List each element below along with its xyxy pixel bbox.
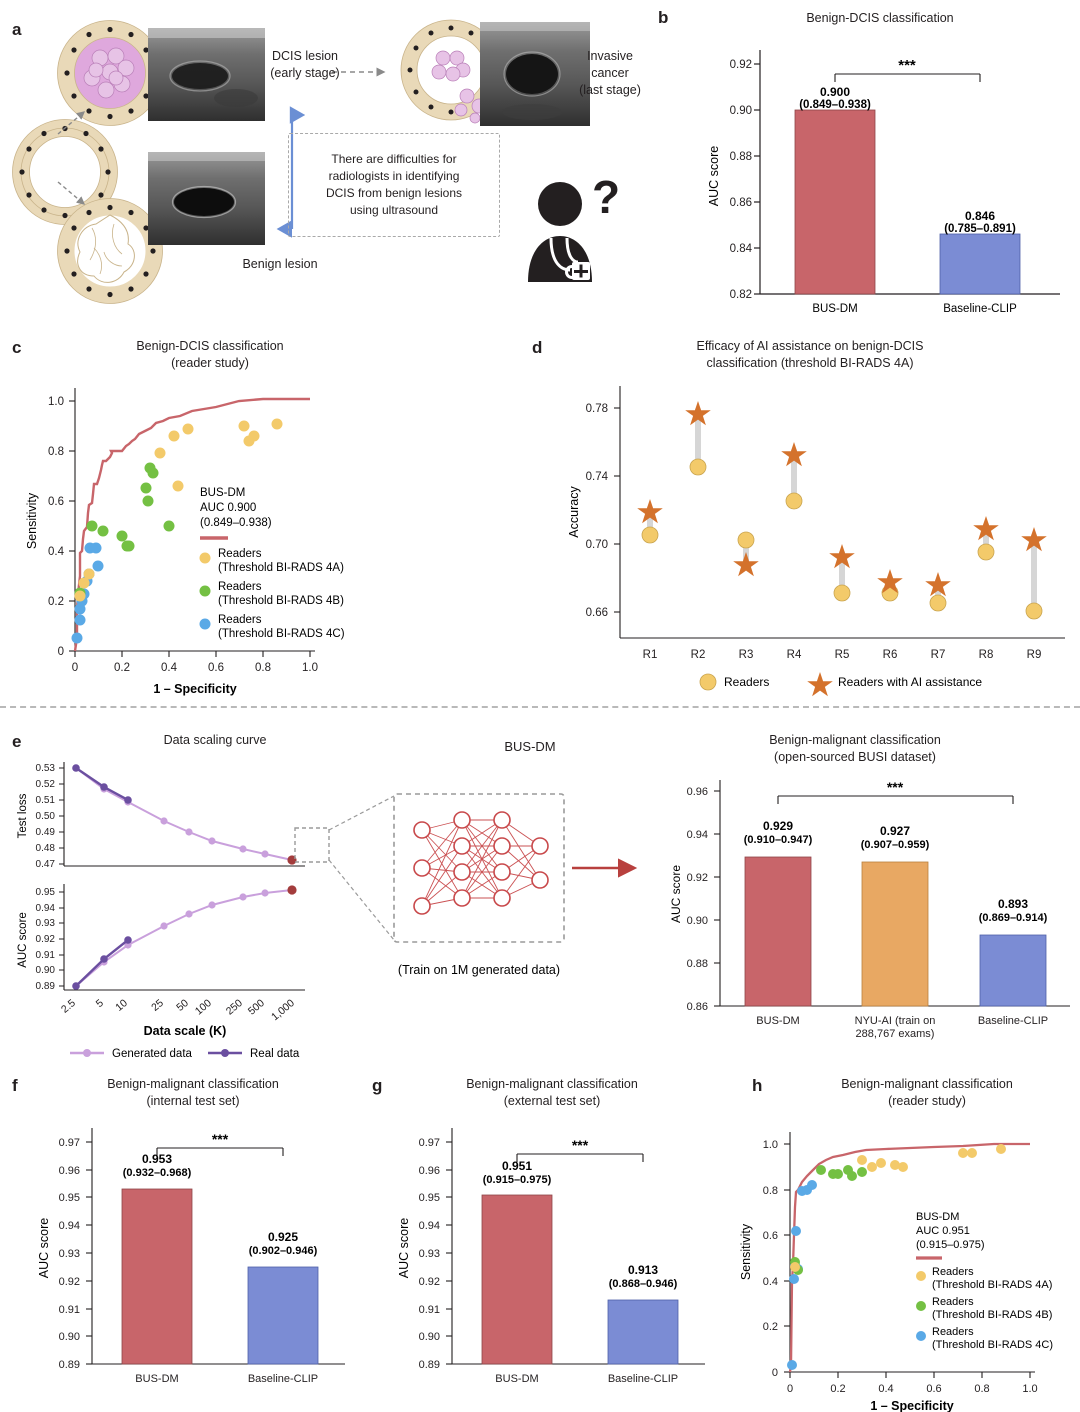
- ultrasound-invasive-image: [480, 22, 590, 126]
- svg-text:0.91: 0.91: [58, 1304, 80, 1316]
- svg-text:1 – Specificity: 1 – Specificity: [153, 682, 237, 696]
- svg-text:BUS-DM: BUS-DM: [916, 1211, 960, 1223]
- svg-text:(0.868–0.946): (0.868–0.946): [608, 1278, 678, 1290]
- svg-text:0.846: 0.846: [964, 209, 996, 223]
- panel-letter-h: h: [752, 1076, 763, 1095]
- panel-g-title: Benign-malignant classification (external test set): [466, 1077, 638, 1108]
- svg-text:(Threshold BI-RADS 4A): (Threshold BI-RADS 4A): [932, 1279, 1053, 1291]
- svg-text:0.97: 0.97: [418, 1137, 440, 1149]
- svg-text:1 – Specificity: 1 – Specificity: [870, 1399, 954, 1412]
- svg-text:AUC score: AUC score: [669, 864, 683, 924]
- svg-text:(Threshold BI-RADS 4C): (Threshold BI-RADS 4C): [932, 1339, 1054, 1351]
- svg-text:0.2: 0.2: [114, 662, 130, 674]
- panel-letter-f: f: [12, 1076, 18, 1095]
- panel-d-title: Efficacy of AI assistance on benign-DCIS classification (threshold BI-RADS 4A): [696, 339, 924, 370]
- svg-text:AUC score: AUC score: [17, 912, 29, 968]
- svg-text:BUS-DM: BUS-DM: [812, 303, 858, 315]
- svg-text:0.925: 0.925: [267, 1230, 299, 1244]
- panel-g-chart: [360, 1114, 720, 1404]
- svg-text:0.89: 0.89: [58, 1359, 80, 1371]
- panel-letter-c: c: [12, 338, 22, 357]
- svg-text:0.66: 0.66: [585, 607, 608, 619]
- svg-text:0.50: 0.50: [35, 811, 55, 822]
- svg-text:0.70: 0.70: [585, 539, 608, 551]
- panel-e-bar-chart: [640, 766, 1080, 1046]
- panel-letter-d: d: [532, 338, 543, 357]
- svg-text:Readers: Readers: [218, 614, 262, 626]
- svg-text:R4: R4: [786, 649, 802, 661]
- svg-text:R8: R8: [978, 649, 994, 661]
- svg-text:1.0: 1.0: [762, 1139, 778, 1151]
- branch-arrows: [40, 90, 110, 230]
- svg-text:(0.869–0.914): (0.869–0.914): [978, 912, 1048, 924]
- svg-text:25: 25: [149, 997, 166, 1014]
- svg-text:0.90: 0.90: [418, 1331, 440, 1343]
- svg-text:0.6: 0.6: [208, 662, 224, 674]
- label-invasive-cancer: Invasive cancer (last stage): [579, 49, 641, 97]
- svg-text:250: 250: [223, 997, 245, 1018]
- svg-text:(0.849–0.938): (0.849–0.938): [799, 99, 871, 111]
- svg-text:10: 10: [113, 997, 130, 1014]
- svg-text:0.6: 0.6: [762, 1230, 778, 1242]
- svg-text:0.4: 0.4: [878, 1383, 894, 1395]
- svg-text:0.4: 0.4: [161, 662, 177, 674]
- panel-letter-b: b: [658, 8, 669, 27]
- svg-text:0.90: 0.90: [58, 1331, 80, 1343]
- svg-text:0.95: 0.95: [418, 1192, 440, 1204]
- svg-text:***: ***: [571, 1137, 589, 1153]
- panel-c-chart: [0, 366, 520, 696]
- svg-text:0: 0: [71, 662, 79, 674]
- svg-text:0.47: 0.47: [35, 859, 55, 870]
- svg-text:Accuracy: Accuracy: [567, 486, 581, 538]
- svg-text:Sensitivity: Sensitivity: [739, 1223, 753, 1281]
- svg-text:0.94: 0.94: [686, 829, 708, 841]
- svg-text:Readers: Readers: [932, 1296, 974, 1308]
- svg-text:(0.932–0.968): (0.932–0.968): [122, 1167, 192, 1179]
- svg-text:BUS-DM: BUS-DM: [135, 1373, 179, 1385]
- svg-text:0.86: 0.86: [729, 197, 752, 209]
- svg-text:AUC score: AUC score: [397, 1217, 411, 1279]
- svg-text:***: ***: [898, 57, 916, 74]
- svg-text:0.951: 0.951: [501, 1159, 533, 1173]
- svg-text:0.92: 0.92: [35, 934, 55, 945]
- svg-text:0.96: 0.96: [418, 1165, 440, 1177]
- svg-text:NYU-AI (train on: NYU-AI (train on: [854, 1015, 936, 1027]
- panel-b-chart: [640, 26, 1080, 316]
- svg-text:(0.907–0.959): (0.907–0.959): [860, 839, 930, 851]
- svg-text:0.84: 0.84: [729, 243, 752, 255]
- svg-text:0.88: 0.88: [729, 151, 752, 163]
- panel-h-chart: [720, 1112, 1080, 1412]
- svg-text:0.92: 0.92: [686, 872, 708, 884]
- panel-f-chart: [0, 1114, 360, 1404]
- svg-text:0.89: 0.89: [418, 1359, 440, 1371]
- svg-text:0.48: 0.48: [35, 843, 55, 854]
- svg-text:0.89: 0.89: [35, 981, 55, 992]
- svg-text:0.94: 0.94: [418, 1220, 440, 1232]
- svg-text:Real data: Real data: [250, 1048, 300, 1060]
- svg-text:0.893: 0.893: [997, 897, 1029, 911]
- svg-text:0.8: 0.8: [48, 446, 64, 458]
- panel-letter-e: e: [12, 732, 22, 751]
- svg-text:1,000: 1,000: [269, 997, 297, 1024]
- svg-text:0.92: 0.92: [418, 1276, 440, 1288]
- svg-text:0.90: 0.90: [35, 965, 55, 976]
- panel-letter-g: g: [372, 1076, 383, 1095]
- svg-text:Baseline-CLIP: Baseline-CLIP: [607, 1373, 679, 1385]
- svg-text:0.94: 0.94: [35, 903, 55, 914]
- svg-text:***: ***: [886, 779, 904, 795]
- svg-text:0.90: 0.90: [729, 105, 752, 117]
- svg-text:AUC 0.900: AUC 0.900: [200, 502, 257, 514]
- svg-text:R9: R9: [1026, 649, 1042, 661]
- svg-text:0.4: 0.4: [48, 546, 64, 558]
- svg-text:0.92: 0.92: [58, 1276, 80, 1288]
- svg-text:0.88: 0.88: [686, 958, 708, 970]
- label-dcis-lesion: DCIS lesion (early stage): [270, 49, 340, 80]
- svg-text:1.0: 1.0: [1022, 1383, 1038, 1395]
- svg-text:R7: R7: [930, 649, 946, 661]
- svg-text:Readers: Readers: [218, 581, 262, 593]
- svg-text:0.2: 0.2: [762, 1321, 778, 1333]
- train-note: (Train on 1M generated data): [397, 963, 561, 977]
- svg-text:Test loss: Test loss: [17, 793, 29, 839]
- svg-text:0.53: 0.53: [35, 763, 55, 774]
- svg-text:0.929: 0.929: [762, 819, 794, 833]
- svg-text:1.0: 1.0: [48, 396, 64, 408]
- panel-h: [720, 1068, 1080, 1412]
- panel-c-title: Benign-DCIS classification (reader study): [136, 339, 284, 370]
- svg-text:0.2: 0.2: [48, 596, 64, 608]
- panel-h-title: Benign-malignant classification (reader study): [841, 1077, 1013, 1108]
- svg-text:R6: R6: [882, 649, 898, 661]
- svg-text:0.93: 0.93: [418, 1248, 440, 1260]
- svg-text:0.91: 0.91: [418, 1304, 440, 1316]
- svg-text:0.8: 0.8: [762, 1185, 778, 1197]
- svg-text:0.900: 0.900: [819, 85, 851, 99]
- svg-text:(Threshold BI-RADS 4B): (Threshold BI-RADS 4B): [218, 595, 344, 607]
- svg-text:0.90: 0.90: [686, 915, 708, 927]
- svg-text:0: 0: [57, 646, 64, 658]
- svg-text:0.96: 0.96: [686, 786, 708, 798]
- panel-f: [0, 1068, 360, 1409]
- svg-text:Baseline-CLIP: Baseline-CLIP: [247, 1373, 319, 1385]
- svg-text:0.95: 0.95: [58, 1192, 80, 1204]
- svg-text:288,767 exams): 288,767 exams): [855, 1028, 935, 1040]
- svg-text:(Threshold BI-RADS 4C): (Threshold BI-RADS 4C): [218, 628, 345, 640]
- legend-model-name: BUS-DM: [200, 487, 246, 499]
- svg-text:0.8: 0.8: [255, 662, 271, 674]
- svg-text:Baseline-CLIP: Baseline-CLIP: [977, 1015, 1049, 1027]
- svg-text:5: 5: [93, 997, 106, 1011]
- panel-g: [360, 1068, 720, 1409]
- svg-text:0.78: 0.78: [585, 403, 608, 415]
- label-benign-lesion: Benign lesion: [242, 257, 318, 271]
- question-mark: ?: [592, 171, 621, 223]
- svg-text:AUC score: AUC score: [37, 1217, 51, 1279]
- svg-text:0.52: 0.52: [35, 779, 55, 790]
- svg-text:0.2: 0.2: [830, 1383, 846, 1395]
- panel-d: [520, 322, 1080, 687]
- svg-text:100: 100: [192, 997, 214, 1018]
- panel-e-scaling-title: Data scaling curve: [163, 733, 267, 747]
- svg-text:BUS-DM: BUS-DM: [495, 1373, 539, 1385]
- svg-text:0.6: 0.6: [926, 1383, 942, 1395]
- svg-text:(0.785–0.891): (0.785–0.891): [944, 223, 1016, 235]
- ultrasound-benign-image: [148, 152, 265, 245]
- svg-text:Sensitivity: Sensitivity: [25, 492, 39, 550]
- svg-text:0.93: 0.93: [58, 1248, 80, 1260]
- svg-text:(0.902–0.946): (0.902–0.946): [248, 1245, 318, 1257]
- svg-text:2.5: 2.5: [59, 997, 78, 1016]
- svg-text:0.51: 0.51: [35, 795, 55, 806]
- svg-text:AUC score: AUC score: [707, 145, 721, 207]
- svg-text:0.953: 0.953: [141, 1152, 173, 1166]
- svg-text:***: ***: [211, 1131, 229, 1147]
- svg-text:(Threshold BI-RADS 4B): (Threshold BI-RADS 4B): [932, 1309, 1053, 1321]
- svg-text:Readers: Readers: [724, 675, 770, 689]
- svg-text:R5: R5: [834, 649, 850, 661]
- panel-letter-a: a: [12, 20, 22, 39]
- svg-text:R2: R2: [690, 649, 706, 661]
- svg-text:Readers: Readers: [932, 1266, 974, 1278]
- svg-text:50: 50: [174, 997, 191, 1014]
- svg-text:0.93: 0.93: [35, 918, 55, 929]
- panel-b: [640, 0, 1080, 318]
- svg-text:0.95: 0.95: [35, 887, 55, 898]
- svg-text:Data scale (K): Data scale (K): [143, 1024, 227, 1038]
- svg-text:R1: R1: [642, 649, 658, 661]
- svg-text:Generated data: Generated data: [112, 1048, 192, 1060]
- svg-text:(0.915–0.975): (0.915–0.975): [916, 1239, 985, 1251]
- svg-text:0.4: 0.4: [762, 1276, 778, 1288]
- svg-text:0: 0: [786, 1383, 794, 1395]
- svg-text:0.94: 0.94: [58, 1220, 80, 1232]
- svg-text:0.927: 0.927: [879, 824, 911, 838]
- svg-text:0.82: 0.82: [729, 289, 752, 301]
- svg-text:R3: R3: [738, 649, 754, 661]
- svg-text:0: 0: [771, 1367, 778, 1379]
- svg-text:(Threshold BI-RADS 4A): (Threshold BI-RADS 4A): [218, 562, 344, 574]
- svg-text:0.8: 0.8: [974, 1383, 990, 1395]
- svg-text:0.86: 0.86: [686, 1001, 708, 1013]
- svg-text:Readers with AI assistance: Readers with AI assistance: [838, 675, 983, 689]
- section-divider: [0, 706, 1080, 708]
- svg-text:0.97: 0.97: [58, 1137, 80, 1149]
- panel-c: [0, 322, 520, 696]
- svg-text:0.49: 0.49: [35, 827, 55, 838]
- svg-text:(0.915–0.975): (0.915–0.975): [482, 1174, 552, 1186]
- panel-d-chart: [520, 366, 1080, 689]
- svg-text:AUC 0.951: AUC 0.951: [916, 1225, 970, 1237]
- panel-a: [0, 0, 640, 310]
- svg-text:0.913: 0.913: [627, 1263, 659, 1277]
- svg-text:(0.849–0.938): (0.849–0.938): [200, 517, 272, 529]
- panel-e-bar-title: Benign-malignant classification (open-sourced BUSI dataset): [769, 733, 941, 764]
- svg-text:(0.910–0.947): (0.910–0.947): [743, 834, 813, 846]
- svg-text:1.0: 1.0: [302, 662, 318, 674]
- difficulty-note-box: There are difficulties for radiologists in identifying DCIS from benign lesions using ultrasound: [288, 133, 500, 237]
- svg-text:Readers: Readers: [218, 548, 262, 560]
- svg-text:0.6: 0.6: [48, 496, 64, 508]
- svg-text:BUS-DM: BUS-DM: [756, 1015, 800, 1027]
- svg-text:0.91: 0.91: [35, 950, 55, 961]
- panel-b-title: Benign-DCIS classification: [806, 11, 954, 25]
- svg-text:500: 500: [245, 997, 267, 1018]
- model-architecture-diagram: [290, 788, 640, 1008]
- svg-text:Baseline-CLIP: Baseline-CLIP: [943, 303, 1017, 315]
- svg-text:0.74: 0.74: [585, 471, 608, 483]
- panel-e: [0, 718, 1080, 1060]
- svg-text:Readers: Readers: [932, 1326, 974, 1338]
- svg-text:0.96: 0.96: [58, 1165, 80, 1177]
- svg-text:0.92: 0.92: [729, 59, 752, 71]
- busdm-model-label: BUS-DM: [504, 739, 556, 754]
- panel-f-title: Benign-malignant classification (internal test set): [107, 1077, 279, 1108]
